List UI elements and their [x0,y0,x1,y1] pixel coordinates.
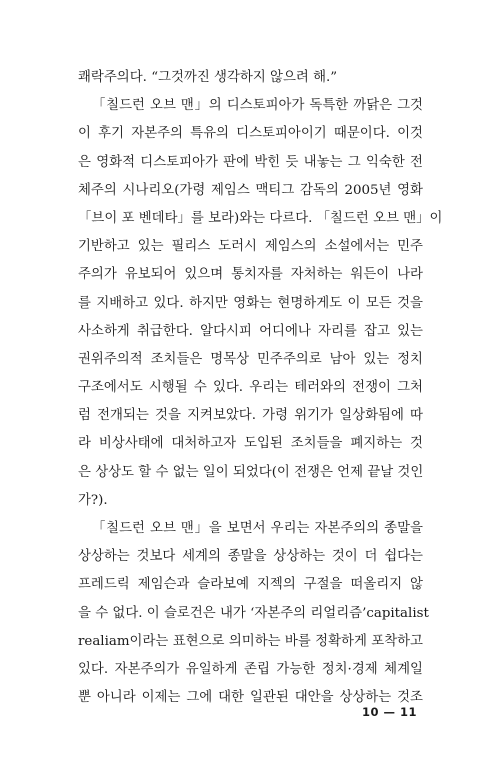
paragraph-3-line-6: 있다. 자본주의가 유일하게 존립 가능한 정치·경제 체계일 [78,661,423,677]
paragraph-3-line-3: 프레드릭 제임슨과 슬라보예 지젝의 구절을 떠올리지 않 [78,577,423,593]
paragraph-3-line-4: 을 수 없다. 이 슬로건은 내가 ‘자본주의 리얼리즘’capitalist [78,605,429,621]
paragraph-3-line-2: 상상하는 것보다 세계의 종말을 상상하는 것이 더 쉽다는 [78,549,423,565]
paragraph-2-line-8: 를 지배하고 있다. 하지만 영화는 현명하게도 이 모든 것을 [78,295,423,311]
page-number: 10 — 11 [362,705,418,719]
paragraph-2-line-4: 체주의 시나리오(가령 제임스 맥티그 감독의 2005년 영화 [78,182,423,198]
paragraph-3-line-5: realiam이라는 표현으로 의미하는 바를 정확하게 포착하고 [78,633,423,649]
paragraph-2-line-6: 기반하고 있는 필리스 도러시 제임스의 소설에서는 민주 [78,239,423,255]
paragraph-2-line-11: 구조에서도 시행될 수 있다. 우리는 테러와의 전쟁이 그처 [78,380,423,396]
paragraph-2-line-10: 권위주의적 조치들은 명목상 민주주의로 남아 있는 정치 [78,351,423,367]
paragraph-2-line-12: 럼 전개되는 것을 지켜보았다. 가령 위기가 일상화됨에 따 [78,408,423,424]
paragraph-2-line-5: 「브이 포 벤데타」를 보라)와는 다르다. 「칠드런 오브 맨」이 [78,210,443,226]
body-text [78,64,443,712]
paragraph-2-line-1: 「칠드런 오브 맨」의 디스토피아가 독특한 까닭은 그것 [92,98,423,114]
paragraph-3-line-7: 뿐 아니라 이제는 그에 대한 일관된 대안을 상상하는 것조 [78,690,423,706]
paragraph-2-line-14: 은 상상도 할 수 없는 일이 되었다(이 전쟁은 언제 끝날 것인 [78,464,424,480]
paragraph-2-line-9: 사소하게 취급한다. 알다시피 어디에나 자리를 잡고 있는 [78,323,423,339]
paragraph-3-line-1: 「칠드런 오브 맨」을 보면서 우리는 자본주의의 종말을 [92,521,423,536]
paragraph-2-line-3: 은 영화적 디스토피아가 판에 박힌 듯 내놓는 그 익숙한 전 [78,154,423,170]
paragraph-2-line-13: 라 비상사태에 대처하고자 도입된 조치들을 폐지하는 것 [78,436,423,452]
paragraph-2-line-2: 이 후기 자본주의 특유의 디스토피아이기 때문이다. 이것 [78,126,423,142]
paragraph-1-line-1: 쾌락주의다. “그것까진 생각하지 않으려 해.” [78,70,338,85]
paragraph-2-line-15: 가?). [78,492,108,508]
paragraph-2-line-7: 주의가 유보되어 있으며 통치자를 자처하는 워든이 나라 [78,267,423,283]
